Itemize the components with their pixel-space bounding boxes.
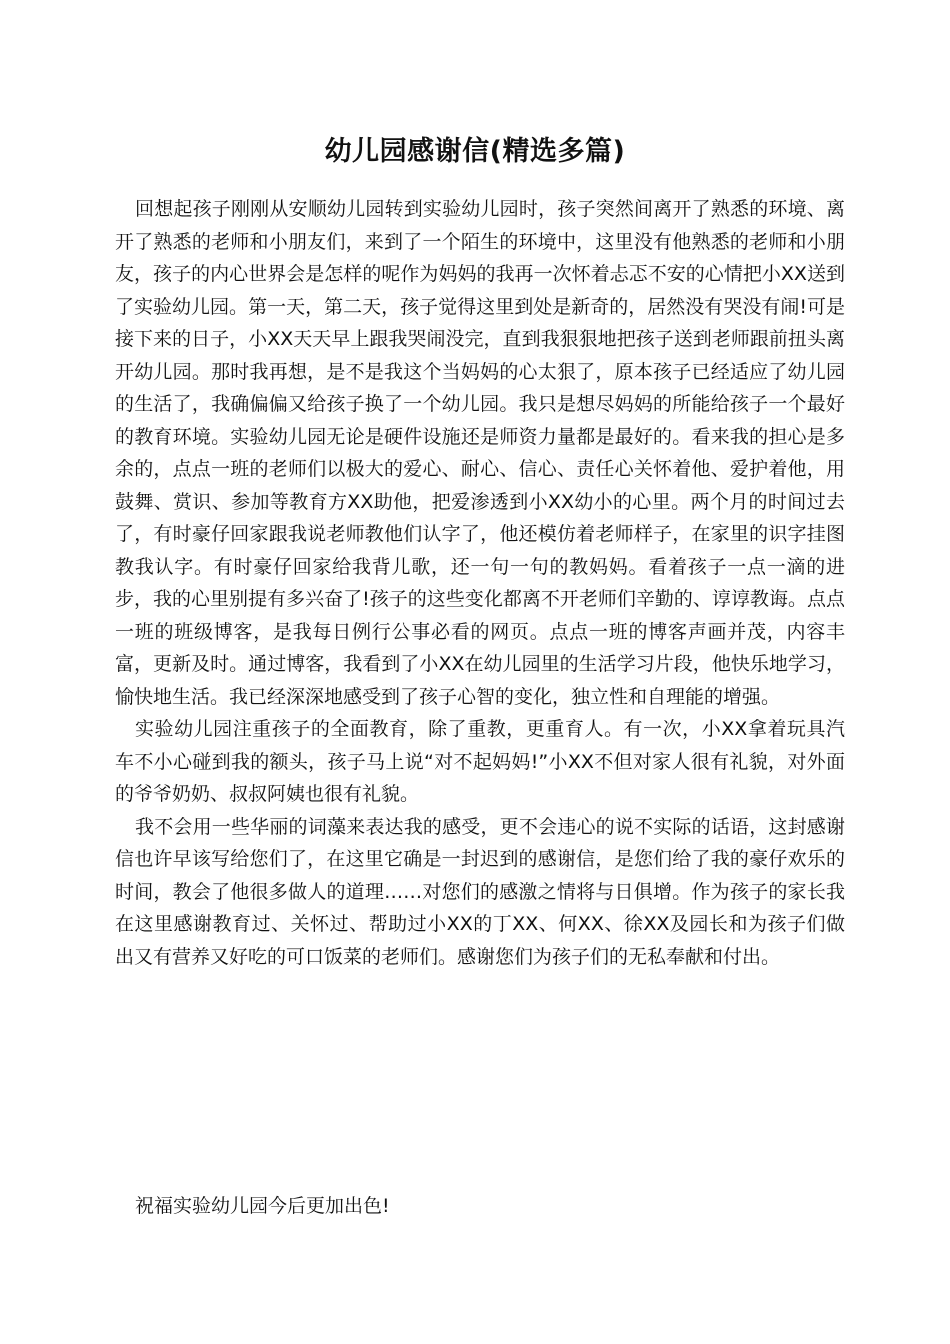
closing-line: 祝福实验幼儿园今后更加出色! <box>135 1195 390 1217</box>
document-title: 幼儿园感谢信(精选多篇) <box>324 136 626 167</box>
paragraph-3: 我不会用一些华丽的词藻来表达我的感受，更不会违心的说不实际的话语，这封感谢信也许早该写给您们了，在这里它确是一封迟到的感谢信，是您们给了我的豪仔欢乐的时间，教会了他很多做人的道理……对您们的感激之情将与日俱增。作为孩子的家长我在这里感谢教育过、关怀过、帮助过小XX的丁XX、何XX、徐XX及园长和为孩子们做出又有营养又好吃的可口饭菜的老师们。感谢您们为孩子们的无私奉献和付出。 <box>115 815 845 968</box>
letter-body <box>115 193 845 973</box>
paragraph-1: 回想起孩子刚刚从安顺幼儿园转到实验幼儿园时，孩子突然间离开了熟悉的环境、离开了熟悉的老师和小朋友们，来到了一个陌生的环境中，这里没有他熟悉的老师和小朋友，孩子的内心世界会是怎样的呢作为妈妈的我再一次怀着忐忑不安的心情把小XX送到了实验幼儿园。第一天，第二天，孩子觉得这里到处是新奇的，居然没有哭没有闹!可是接下来的日子，小XX天天早上跟我哭闹没完，直到我狠狠地把孩子送到老师跟前扭头离开幼儿园。那时我再想，是不是我这个当妈妈的心太狠了，原本孩子已经适应了幼儿园的生活了，我确偏偏又给孩子换了一个幼儿园。我只是想尽妈妈的所能给孩子一个最好的教育环境。实验幼儿园无论是硬件设施还是师资力量都是最好的。看来我的担心是多余的，点点一班的老师们以极大的爱心、耐心、信心、责任心关怀着他、爱护着他，用鼓舞、赏识、参加等教育方XX助他，把爱渗透到小XX幼小的心里。两个月的时间过去了，有时豪仔回家跟我说老师教他们认字了，他还模仿着老师样子，在家里的识字挂图教我认字。有时豪仔回家给我背儿歌，还一句一句的教妈妈。看着孩子一点一滴的进步，我的心里别提有多兴奋了!孩子的这些变化都离不开老师们辛勤的、谆谆教诲。点点一班的班级博客，是我每日例行公事必看的网页。点点一班的博客声画并茂，内容丰富，更新及时。通过博客，我看到了小XX在幼儿园里的生活学习片段，他快乐地学习，愉快地生活。我已经深深地感受到了孩子心智的变化，独立性和自理能的增强。 <box>115 198 845 708</box>
paragraph-2: 实验幼儿园注重孩子的全面教育，除了重教，更重育人。有一次，小XX拿着玩具汽车不小心碰到我的额头，孩子马上说“对不起妈妈!”小XX不但对家人很有礼貌，对外面的爷爷奶奶、叔叔阿姨也很有礼貌。 <box>115 718 845 805</box>
